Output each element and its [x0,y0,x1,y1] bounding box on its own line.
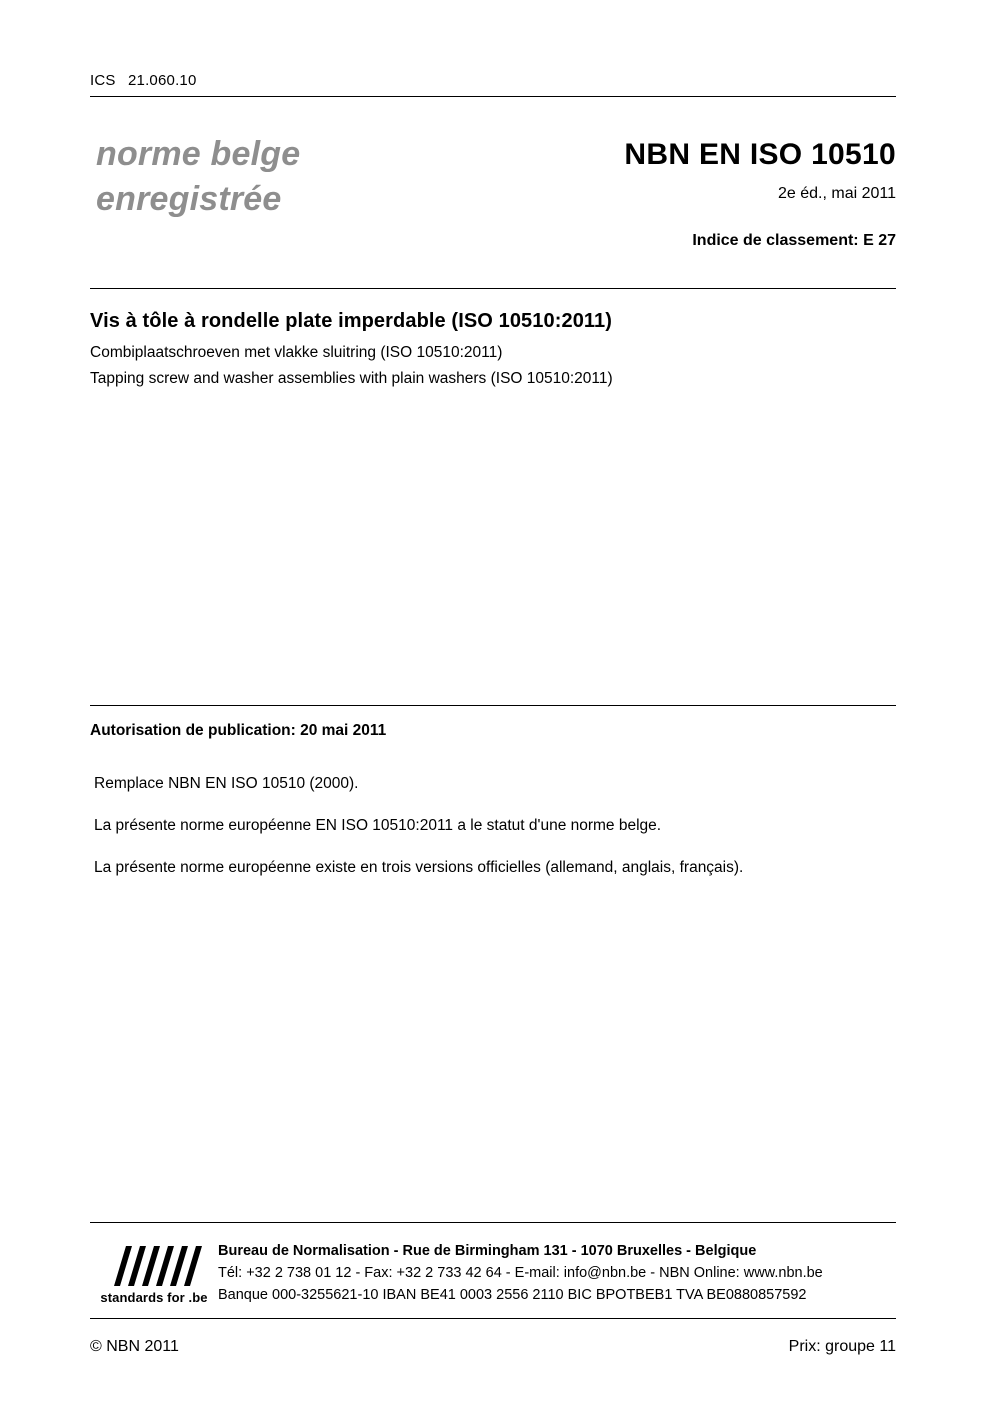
page-content [90,0,896,1403]
footer-contact-block [218,1240,896,1306]
ics-label: ICS [90,72,116,89]
nbn-logo-caption: standards for .be [100,1290,208,1305]
divider-authorisation [90,705,896,706]
footer-copyright: © NBN 2011 [90,1338,179,1355]
divider-footer [90,1222,896,1223]
brand-line-2: enregistrée [96,179,282,218]
footer-price: Prix: groupe 11 [788,1338,896,1355]
nbn-logo-icon [112,1240,202,1286]
ics-value: 21.060.10 [127,72,197,89]
nbn-logo [90,1240,218,1312]
brand-line-1: norme belge [96,135,301,173]
divider-top [90,96,896,97]
divider-bottom [90,1318,896,1319]
title-english: Tapping screw and washer assemblies with plain washers (ISO 10510:2011) [90,370,613,387]
standard-classification: Indice de classement: E 27 [692,232,896,249]
authorisation-label: Autorisation de publication: 20 mai 2011 [90,722,387,739]
title-french: Vis à tôle à rondelle plate imperdable (ISO 10510:2011) [90,310,613,332]
standard-number: NBN EN ISO 10510 [624,138,896,171]
footer-address: Bureau de Normalisation - Rue de Birmingham 131 - 1070 Bruxelles - Belgique [218,1243,757,1259]
standard-edition: 2e éd., mai 2011 [777,185,896,202]
note-item: La présente norme européenne EN ISO 10510:2011 a le statut d'une norme belge. [94,817,662,834]
note-item: La présente norme européenne existe en trois versions officielles (allemand, anglais, français). [94,859,744,876]
divider-middle [90,288,896,289]
notes-block [94,775,884,901]
note-item: Remplace NBN EN ISO 10510 (2000). [94,775,359,792]
ics-line [90,72,896,89]
title-dutch: Combiplaatschroeven met vlakke sluitring (ISO 10510:2011) [90,344,503,361]
brand-title [96,132,300,222]
footer-contact: Tél: +32 2 738 01 12 - Fax: +32 2 733 42 64 - E-mail: info@nbn.be - NBN Online: www.nbn.be [218,1265,823,1282]
footer-bank: Banque 000-3255621-10 IBAN BE41 0003 2556 2110 BIC BPOTBEB1 TVA BE0880857592 [218,1287,807,1304]
